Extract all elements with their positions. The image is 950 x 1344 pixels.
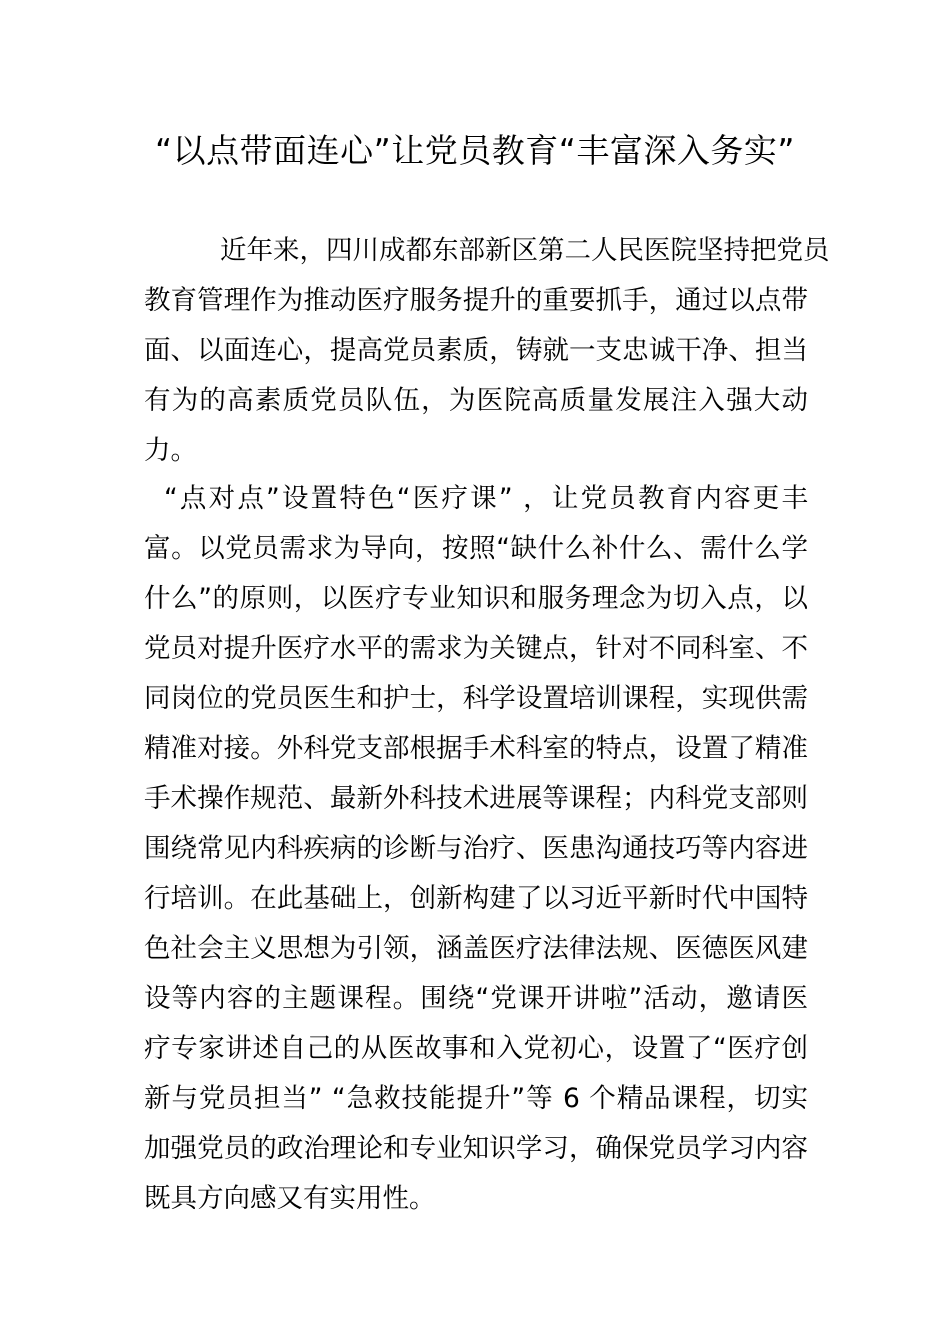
paragraph-2-line-1: “点对点”设置特色“医疗课” ，让党员教育内容更丰 [164, 483, 808, 514]
paragraph-2-line-3: 什么”的原则，以医疗专业知识和服务理念为切入点，以 [144, 583, 808, 614]
paragraph-2-line-11: 设等内容的主题课程。围绕“党课开讲啦”活动，邀请医 [144, 983, 808, 1014]
paragraph-2-line-4: 党员对提升医疗水平的需求为关键点，针对不同科室、不 [144, 633, 808, 664]
paragraph-2-line-2: 富。以党员需求为导向，按照“缺什么补什么、需什么学 [144, 533, 808, 564]
paragraph-2-line-7: 手术操作规范、最新外科技术进展等课程；内科党支部则 [144, 783, 808, 814]
paragraph-2-line-5: 同岗位的党员医生和护士，科学设置培训课程，实现供需 [144, 683, 808, 714]
paragraph-2-line-9: 行培训。在此基础上，创新构建了以习近平新时代中国特 [144, 883, 808, 914]
paragraph-1-line-5: 力。 [144, 435, 197, 466]
paragraph-2-line-14: 加强党员的政治理论和专业知识学习，确保党员学习内容 [144, 1133, 808, 1164]
document-title: “以点带面连心”让党员教育“丰富深入务实” [155, 131, 795, 170]
paragraph-2-line-8: 围绕常见内科疾病的诊断与治疗、医患沟通技巧等内容进 [144, 833, 808, 864]
paragraph-1-line-4: 有为的高素质党员队伍，为医院高质量发展注入强大动 [144, 385, 808, 416]
paragraph-2-line-15: 既具方向感又有实用性。 [144, 1183, 436, 1214]
paragraph-2-line-6: 精准对接。外科党支部根据手术科室的特点，设置了精准 [144, 733, 808, 764]
paragraph-2-line-10: 色社会主义思想为引领，涵盖医疗法律法规、医德医风建 [144, 933, 808, 964]
paragraph-2-line-13: 新与党员担当” “急救技能提升”等 6 个精品课程，切实 [144, 1083, 808, 1114]
paragraph-1-line-2: 教育管理作为推动医疗服务提升的重要抓手，通过以点带 [144, 285, 808, 316]
paragraph-2-line-12: 疗专家讲述自己的从医故事和入党初心，设置了“医疗创 [144, 1033, 808, 1064]
paragraph-1-line-1: 近年来，四川成都东部新区第二人民医院坚持把党员 [220, 235, 830, 266]
paragraph-1-line-3: 面、以面连心，提高党员素质，铸就一支忠诚干净、担当 [144, 335, 808, 366]
